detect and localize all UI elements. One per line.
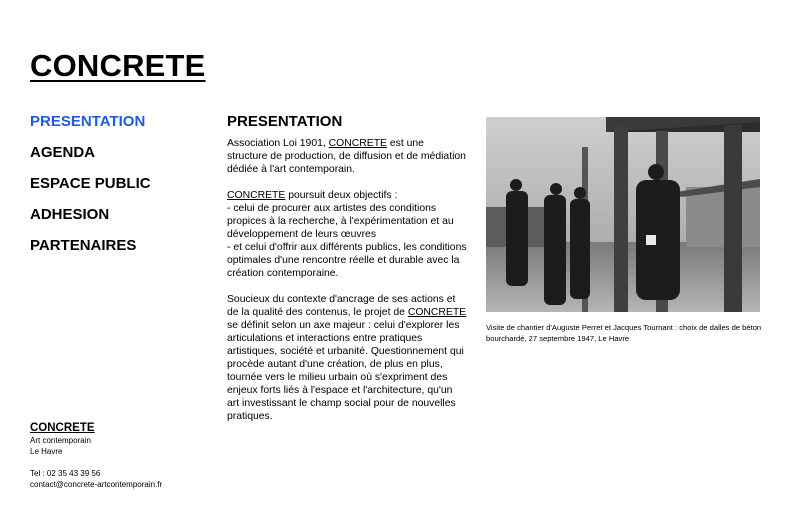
photo-illustration [486, 117, 760, 312]
objective-1: - celui de procurer aux artistes des conditions propices à la recherche, à l'expérimentation et au développement de leurs œuvres [227, 203, 454, 240]
concrete-link[interactable]: CONCRETE [227, 190, 286, 201]
footer-subtitle: Art contemporain [30, 436, 91, 445]
intro-text-pre: Association Loi 1901, [227, 138, 329, 149]
footer-email[interactable]: contact@concrete-artcontemporain.fr [30, 479, 163, 489]
historical-photo [486, 117, 760, 312]
nav-item-presentation[interactable]: PRESENTATION [30, 113, 146, 130]
concrete-link[interactable]: CONCRETE [407, 307, 467, 318]
nav-item-adhesion[interactable]: ADHESION [30, 206, 110, 223]
intro-paragraph [227, 137, 467, 176]
project-paragraph [227, 293, 467, 423]
footer-city: Le Havre [30, 446, 63, 456]
main-nav [30, 113, 151, 268]
photo-caption: Visite de chantier d'Auguste Perret et Jacques Tournant : choix de dalles de béton bourchardé, 27 septembre 1947, Le Havre [486, 323, 762, 343]
objectives-paragraph [227, 189, 467, 280]
objectives-intro: poursuit deux objectifs : [285, 190, 398, 201]
footer-phone: Tel : 02 35 43 39 56 [30, 469, 101, 478]
nav-item-espace-public[interactable]: ESPACE PUBLIC [30, 175, 151, 192]
page-title: PRESENTATION [227, 113, 343, 130]
main-content [227, 113, 467, 436]
intro-text-post: est une structure de production, de diffusion et de médiation dédiée à l'art contemporain. [227, 138, 466, 175]
project-text-pre: Soucieux du contexte d'ancrage de ses actions et de la qualité des contenus, le projet de [227, 294, 456, 318]
nav-item-partenaires[interactable]: PARTENAIRES [30, 237, 137, 254]
nav-item-agenda[interactable]: AGENDA [30, 144, 96, 161]
project-text-post: se définit selon un axe majeur : celui d'explorer les articulations et interactions entre pratiques artistiques, société et urbanité. Questionnement qui procède autant d'une création, de plus en plus, tournée vers le milieu urbain où s'expriment des enjeux forts liés à l'espace et l'architecture, qu'un art investissant le champ social pour de nouvelles pratiques. [227, 320, 464, 422]
site-logo[interactable]: CONCRETE [30, 48, 206, 83]
footer-contact [30, 421, 162, 490]
objective-2: - et celui d'offrir aux différents publics, les conditions optimales d'une rencontre réelle et durable avec la création contemporaine. [227, 242, 467, 279]
concrete-link[interactable]: CONCRETE [328, 138, 387, 149]
footer-name[interactable]: CONCRETE [30, 422, 95, 434]
